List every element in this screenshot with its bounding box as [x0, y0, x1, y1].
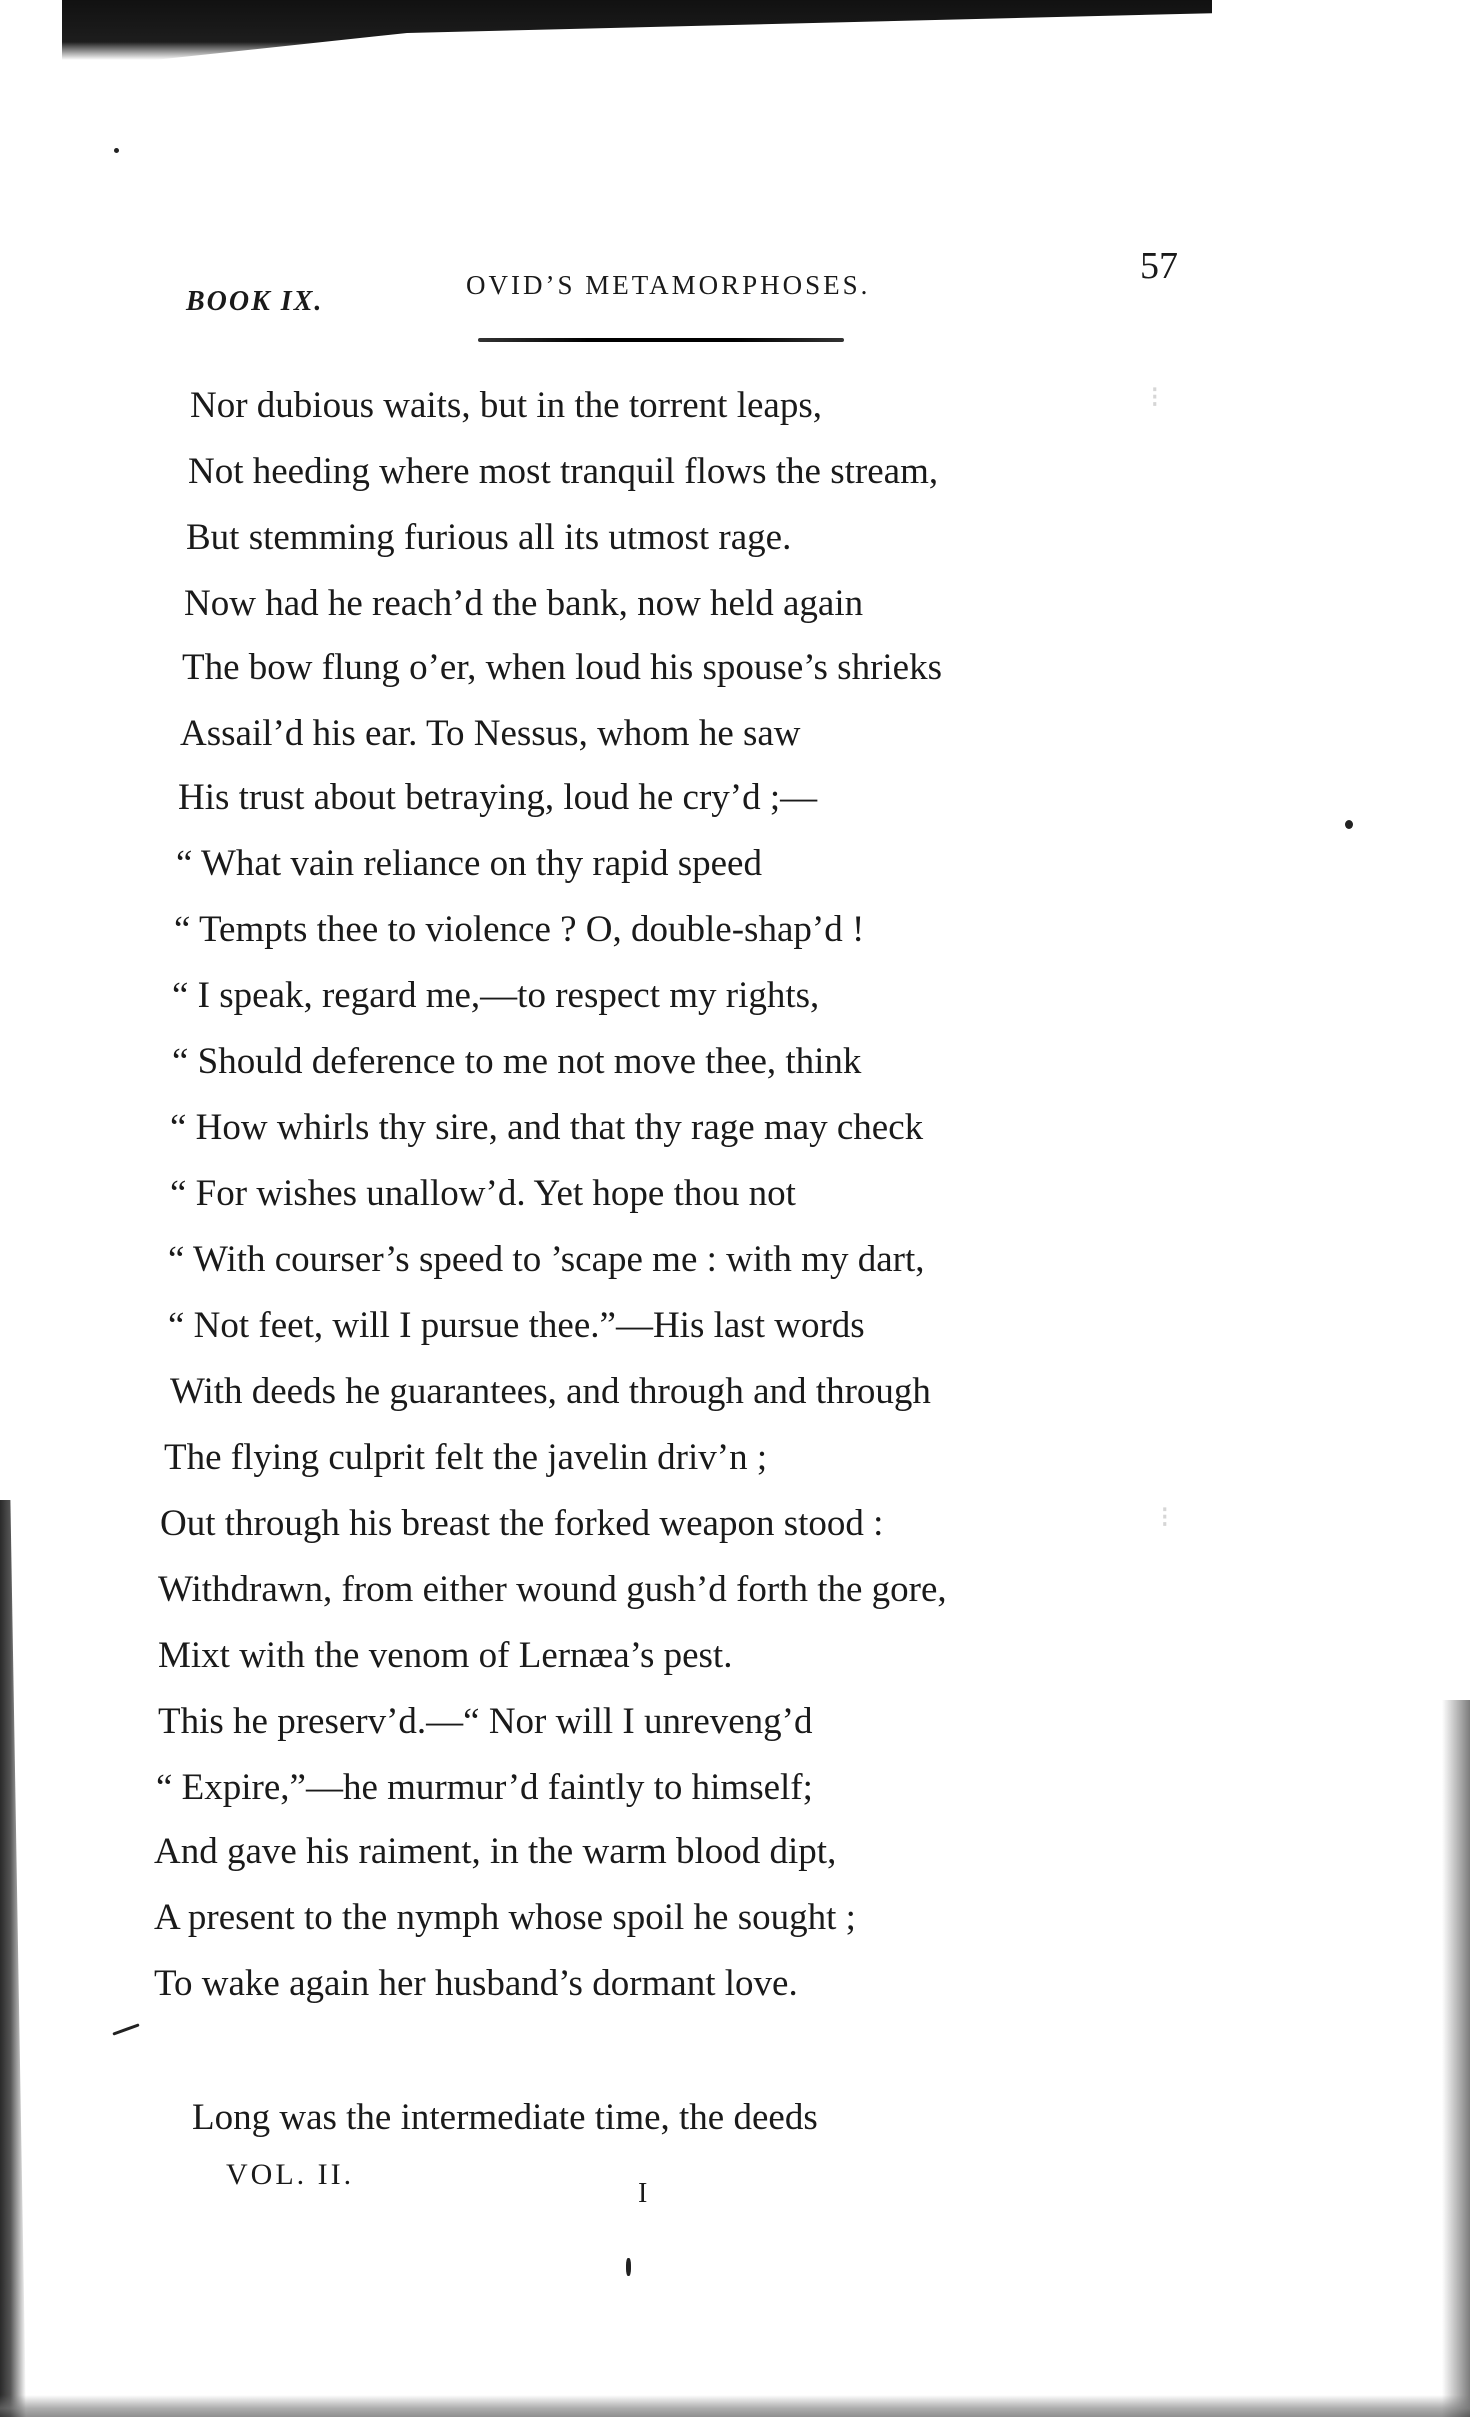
book-label: BOOK IX.	[186, 286, 324, 317]
scan-speck	[626, 2258, 631, 2276]
poem-line: A present to the nymph whose spoil he sought ;	[154, 1897, 856, 1938]
poem-line: But stemming furious all its utmost rage.	[186, 517, 792, 558]
poem-line: “ Should deference to me not move thee, think	[172, 1041, 862, 1082]
signature-mark: I	[638, 2178, 648, 2209]
poem-line: His trust about betraying, loud he cry’d ;—	[178, 777, 818, 818]
header-rule	[478, 338, 844, 342]
poem-line: Nor dubious waits, but in the torrent leaps,	[190, 385, 822, 426]
poem-line: “ What vain reliance on thy rapid speed	[176, 843, 762, 884]
scan-speck	[114, 148, 119, 153]
scan-speck	[1345, 820, 1353, 829]
poem-line: Long was the intermediate time, the deeds	[192, 2097, 818, 2138]
poem-line: With deeds he guarantees, and through and through	[170, 1371, 931, 1412]
scan-bottom-edge	[0, 2395, 1470, 2417]
poem-line: This he preserv’d.—“ Nor will I unreveng’d	[158, 1701, 813, 1742]
poem-line: And gave his raiment, in the warm blood dipt,	[154, 1831, 837, 1872]
page-number: 57	[1140, 245, 1178, 287]
poem-line: To wake again her husband’s dormant love.	[154, 1963, 798, 2004]
bleed-through-mark: ⁝	[1160, 1501, 1170, 1534]
scan-left-edge	[0, 1500, 26, 2417]
poem-line: Mixt with the venom of Lernæa’s pest.	[158, 1635, 733, 1676]
poem-line: Out through his breast the forked weapon stood :	[160, 1503, 884, 1544]
poem-line: “ For wishes unallow’d. Yet hope thou not	[170, 1173, 796, 1214]
poem-line: “ Tempts thee to violence ? O, double-shap’d !	[174, 909, 865, 950]
poem-line: “ Expire,”—he murmur’d faintly to himself;	[156, 1767, 813, 1808]
poem-line: The bow flung o’er, when loud his spouse’s shrieks	[182, 647, 942, 688]
poem-line: “ I speak, regard me,—to respect my rights,	[172, 975, 820, 1016]
running-title: OVID’S METAMORPHOSES.	[466, 270, 871, 300]
poem-line: Not heeding where most tranquil flows the stream,	[188, 451, 939, 492]
poem-line: Now had he reach’d the bank, now held again	[184, 583, 864, 624]
scan-top-edge	[62, 0, 1212, 60]
running-head	[186, 262, 1186, 317]
poem-line: Withdrawn, from either wound gush’d forth the gore,	[158, 1569, 947, 1610]
scan-right-edge	[1442, 1700, 1470, 2417]
scan-speck	[112, 2023, 139, 2035]
poem-line: “ With courser’s speed to ’scape me : with my dart,	[168, 1239, 925, 1280]
bleed-through-mark: ⁝	[1150, 381, 1160, 414]
poem-line: “ How whirls thy sire, and that thy rage may check	[170, 1107, 924, 1148]
poem-line: The flying culprit felt the javelin driv’n ;	[164, 1437, 768, 1478]
poem-line: “ Not feet, will I pursue thee.”—His last words	[168, 1305, 865, 1346]
poem-line: Assail’d his ear. To Nessus, whom he saw	[180, 713, 801, 754]
catchword: VOL. II.	[226, 2158, 355, 2191]
